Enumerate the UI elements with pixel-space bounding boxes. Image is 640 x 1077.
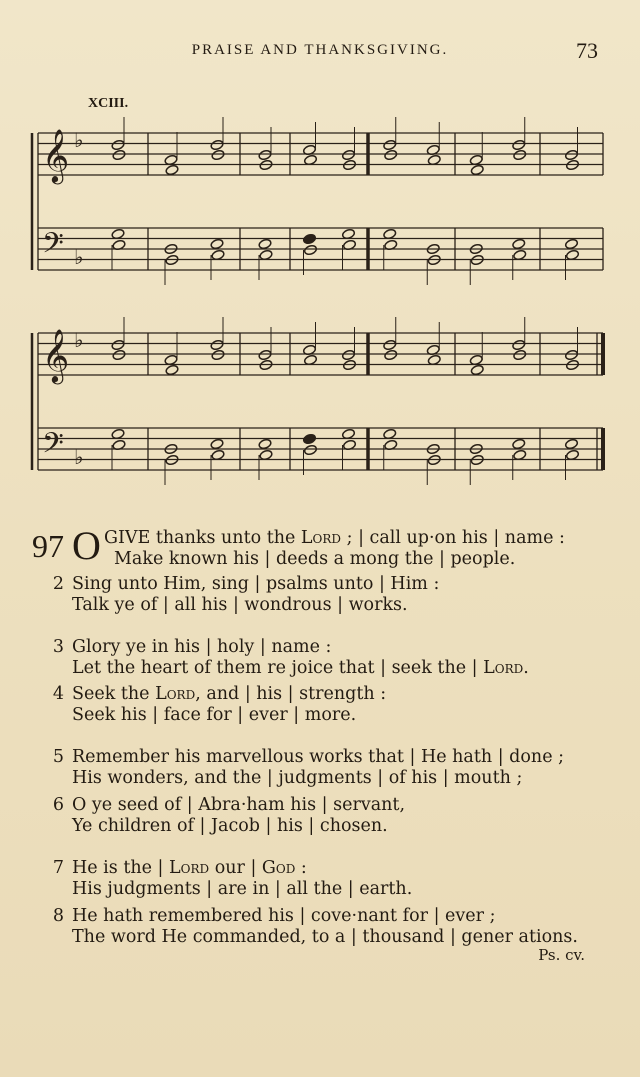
note (513, 349, 527, 361)
verse-text-segment: our | (209, 858, 262, 878)
note (258, 438, 272, 450)
flat-icon: ♭ (74, 245, 84, 269)
note (512, 438, 526, 450)
verse-line-1 (72, 858, 307, 878)
note (384, 349, 398, 361)
verse-number: 5 (52, 747, 64, 767)
note (564, 349, 578, 361)
note (302, 233, 316, 245)
note (512, 139, 526, 151)
verse-line-1: He hath remembered his | cove·nant for | ever ; (72, 906, 496, 926)
verse-number: 6 (52, 795, 64, 815)
verse-text-segment: Seek the (72, 684, 156, 704)
verse-number: 4 (52, 684, 64, 704)
note (470, 164, 484, 176)
verse-text-segment: Lord (300, 528, 342, 548)
verse-line-2: Make known his | deeds a mong the | people. (114, 549, 516, 569)
flat-icon: ♭ (74, 445, 84, 469)
note (564, 438, 578, 450)
verse-text-segment: God (261, 858, 296, 878)
verse-number: 3 (52, 637, 64, 657)
note (303, 444, 317, 456)
verse-line-2: Talk ye of | all his | wondrous | works. (72, 595, 408, 615)
hymn-initial: O (72, 523, 101, 568)
verse-text-segment: ; | call up·on his | name : (341, 528, 565, 548)
note (210, 139, 224, 151)
note (341, 149, 355, 161)
treble-clef-icon: 𝄞 (42, 128, 70, 182)
note (383, 139, 397, 151)
verse-text-segment: GIVE thanks unto the (104, 528, 301, 548)
bass-clef-icon: 𝄢 (42, 427, 64, 467)
note (210, 238, 224, 250)
verse-line-2: Ye children of | Jacob | his | chosen. (72, 816, 388, 836)
page-number: 73 (576, 38, 598, 63)
verse-line-1 (104, 528, 565, 548)
verse-line-2: The word He commanded, to a | thousand | gener ations. (72, 927, 578, 947)
verse-text-segment: . (523, 658, 529, 678)
verse-line-1: Glory ye in his | holy | name : (72, 637, 332, 657)
verse-number: 7 (52, 858, 64, 878)
note (258, 238, 272, 250)
scripture-reference: Ps. cv. (538, 946, 585, 964)
verse-line-1: Sing unto Him, sing | psalms unto | Him : (72, 574, 440, 594)
verse-line-1: Remember his marvellous works that | He hath | done ; (72, 747, 565, 767)
note (211, 149, 225, 161)
verse-text-segment: : (295, 858, 307, 878)
note (111, 139, 125, 151)
verse-line-1 (72, 684, 386, 704)
tune-number: XCIII. (88, 96, 129, 111)
verse-number: 2 (52, 574, 64, 594)
note (564, 238, 578, 250)
verse-line-2 (72, 658, 529, 678)
running-header: PRAISE AND THANKSGIVING. (191, 42, 449, 58)
note (564, 149, 578, 161)
note (165, 164, 179, 176)
verse-text-segment: , and | his | strength : (195, 684, 387, 704)
note (341, 349, 355, 361)
note (512, 238, 526, 250)
note (210, 339, 224, 351)
note (513, 149, 527, 161)
flat-icon: ♭ (74, 128, 84, 152)
note (210, 438, 224, 450)
verse-text-segment: He is the | (72, 858, 170, 878)
note (258, 149, 272, 161)
bass-clef-icon: 𝄢 (42, 227, 64, 267)
note (384, 149, 398, 161)
note (383, 339, 397, 351)
note (165, 364, 179, 376)
note (303, 244, 317, 256)
verse-line-2: His judgments | are in | all the | earth. (72, 879, 413, 899)
note (112, 349, 126, 361)
music-score (0, 0, 640, 500)
verse-line-1: O ye seed of | Abra·ham his | servant, (72, 795, 406, 815)
verse-line-2: His wonders, and the | judgments | of his | mouth ; (72, 768, 523, 788)
verse-text-segment: Lord (169, 858, 210, 878)
note (470, 364, 484, 376)
note (302, 433, 316, 445)
verse-text-segment: Lord (155, 684, 196, 704)
note (512, 339, 526, 351)
verse-line-2: Seek his | face for | ever | more. (72, 705, 357, 725)
note (112, 149, 126, 161)
hymn-number: 97 (32, 528, 64, 564)
treble-clef-icon: 𝄞 (42, 328, 70, 382)
verse-number: 8 (52, 906, 64, 926)
verse-text-segment: Let the heart of them re joice that | seek the | (72, 658, 484, 678)
note (258, 349, 272, 361)
note (111, 339, 125, 351)
verse-text-segment: Lord (483, 658, 524, 678)
note (211, 349, 225, 361)
flat-icon: ♭ (74, 328, 84, 352)
